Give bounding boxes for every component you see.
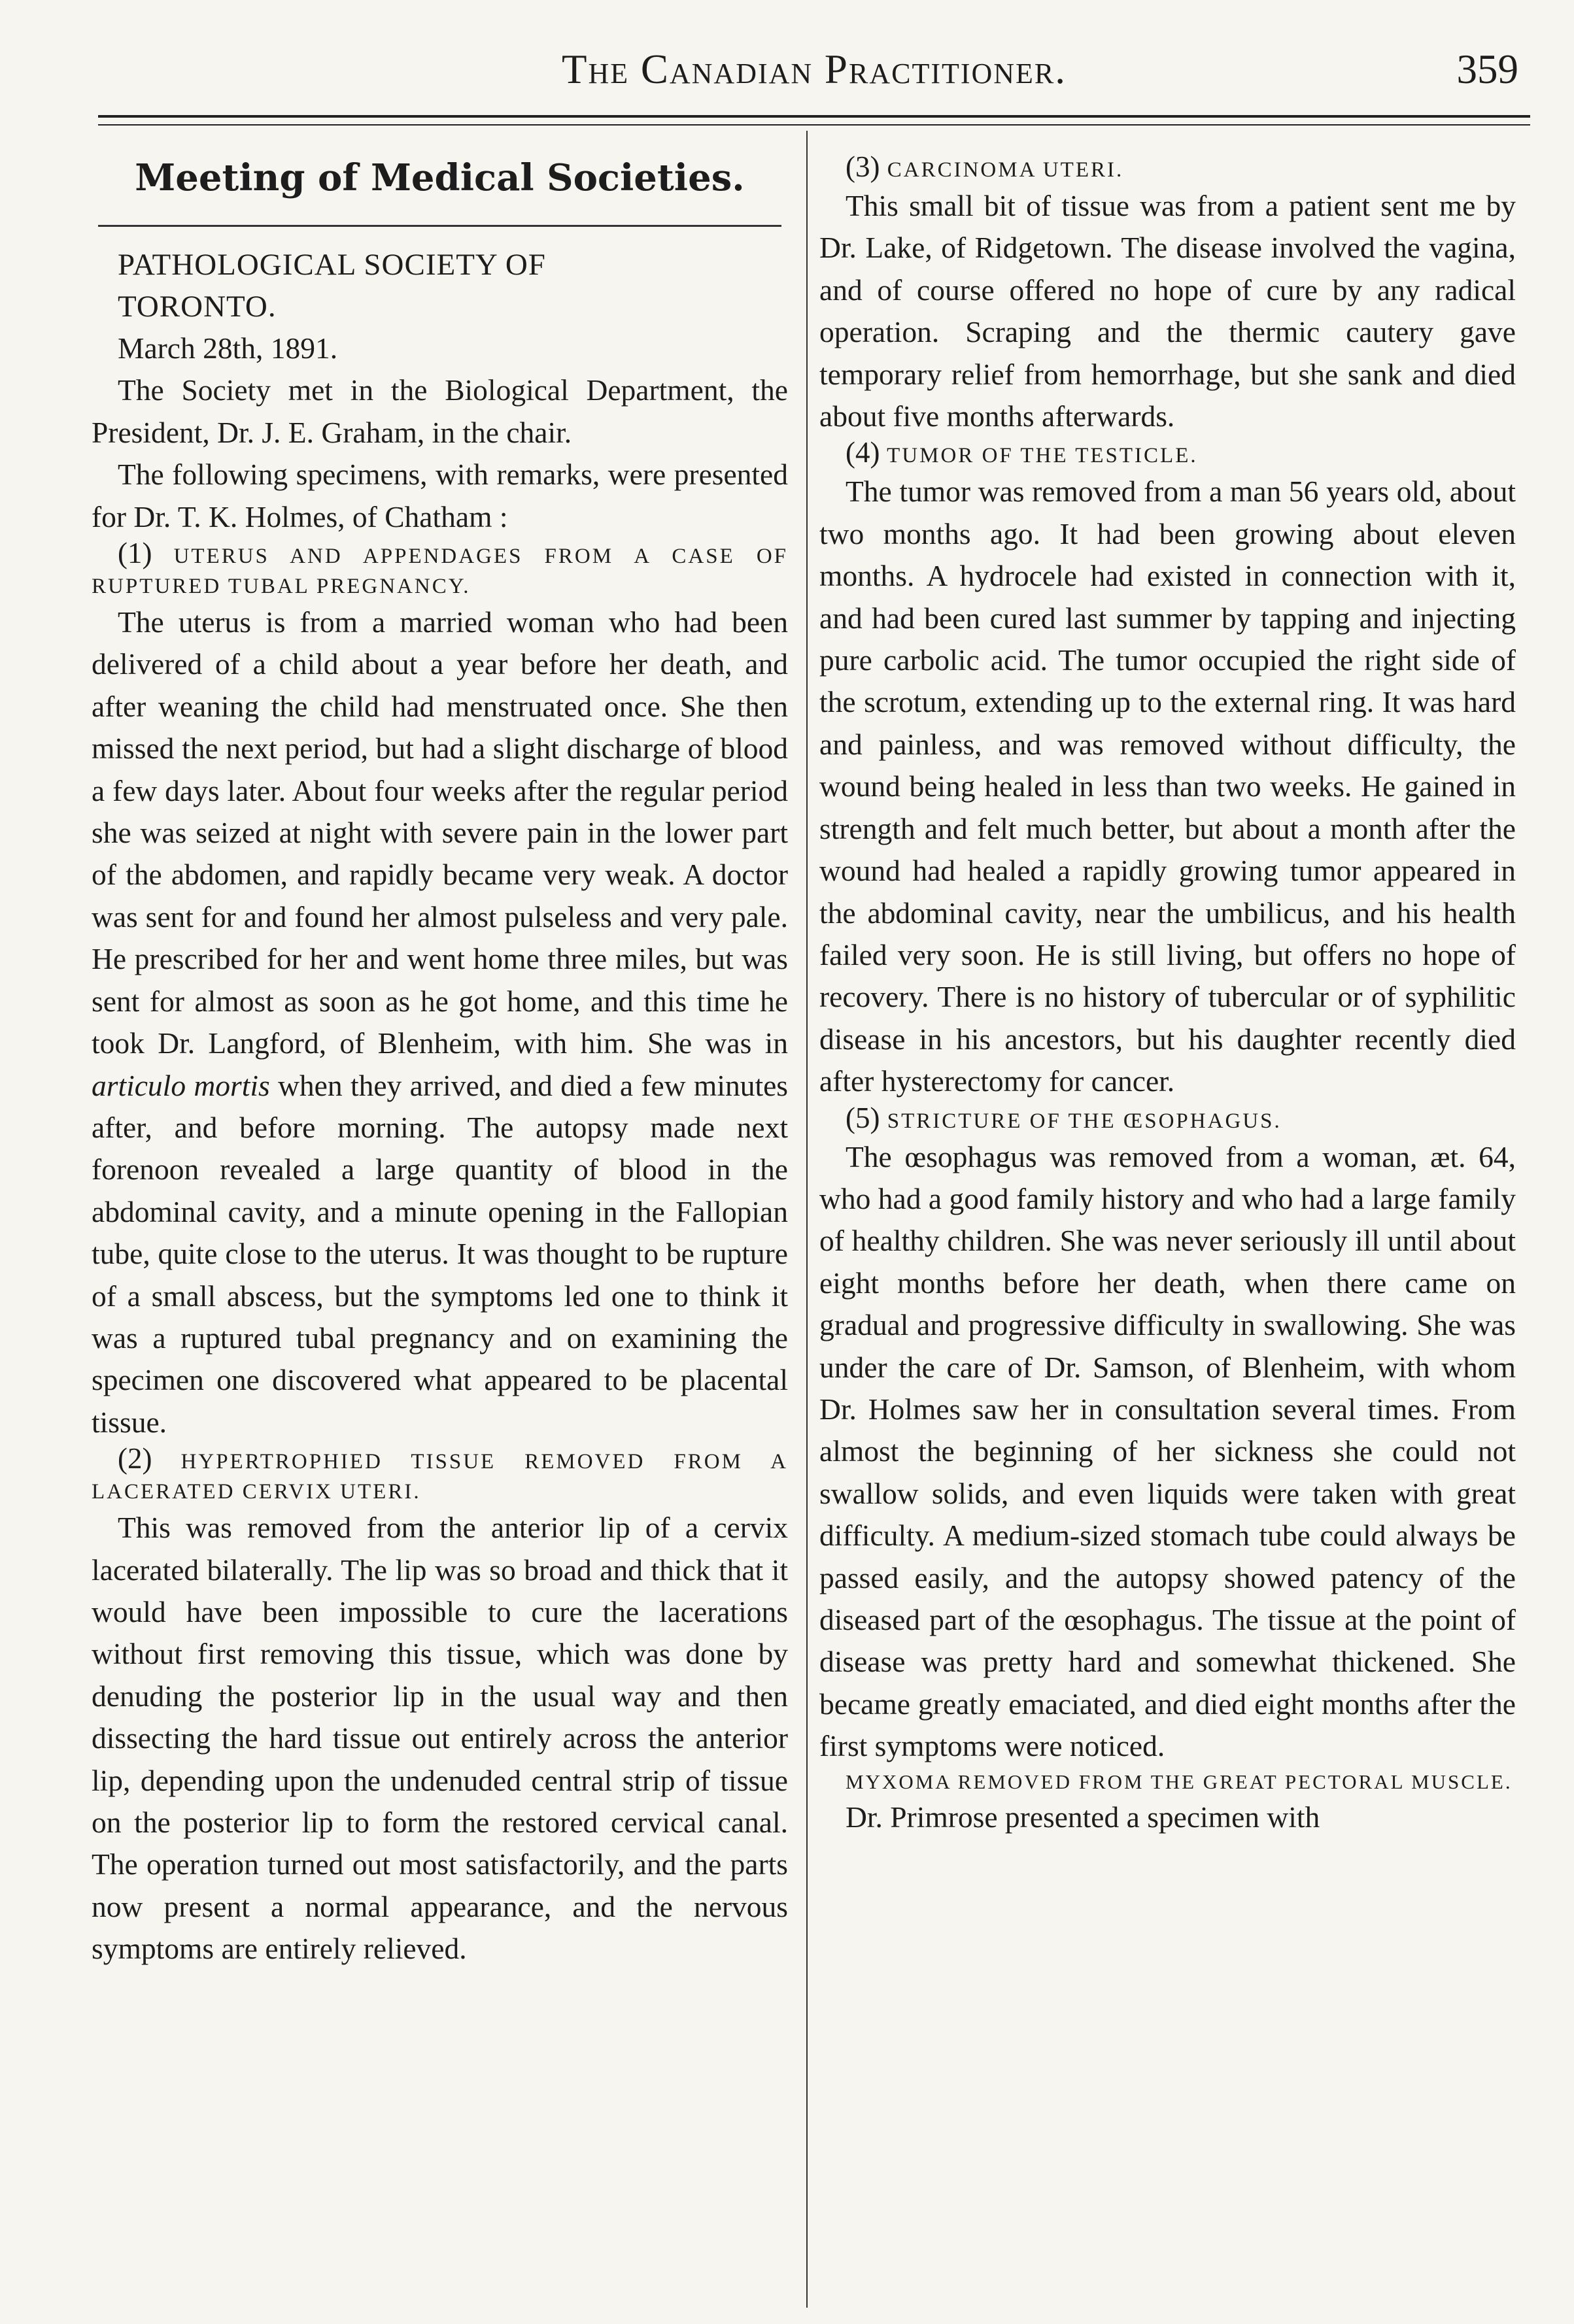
header-rule	[98, 115, 1530, 118]
case4-heading	[819, 437, 1516, 471]
intro-paragraph: The Society met in the Biological Department, the President, Dr. J. E. Graham, in the chair.	[92, 373, 788, 449]
case3-paragraph: This small bit of tissue was from a patient sent me by Dr. Lake, of Ridgetown. The disease involved the vagina, and of course offered no hope of cure by any radical operation. Scraping and the thermic cautery gave temporary relief from hemorrhage, but she sank and died about five months afterwards.	[819, 189, 1516, 433]
case1-paragraph	[92, 601, 788, 1443]
case3-heading	[819, 152, 1516, 185]
case6-heading: MYXOMA REMOVED FROM THE GREAT PECTORAL MUSCLE.	[846, 1770, 1513, 1793]
case1-text-b: when they arrived, and died a few minutes after, and before morning. The autopsy made next forenoon revealed a large quantity of blood in the abdominal cavity, and a minute opening in the Fallopian tube, quite close to the uterus. It was thought to be rupture of a small abscess, but the symptoms led one to think it was a ruptured tubal pregnancy and on examining the specimen one discovered what appeared to be placental tissue.	[92, 1068, 789, 1439]
case1-text-a: The uterus is from a married woman who had been delivered of a child about a year before her death, and after weaning the child had menstruated once. She then missed the next period, but had a slight discharge of blood a few days later. About four weeks after the regular period she was seized at night with severe pain in the lower part of the abdomen, and rapidly became very weak. A doctor was sent for and found her almost pulseless and very pale. He prescribed for her and went home three miles, but was sent for almost as soon as he got home, and this time he took Dr. Langford, of Blenheim, with him. She was in	[92, 605, 788, 1060]
title-rule	[98, 225, 781, 227]
section-title: Meeting of Medical Societies.	[135, 156, 745, 199]
case3-title: CARCINOMA UTERI.	[887, 158, 1124, 182]
case4-number: (4)	[846, 436, 880, 469]
case5-heading	[819, 1103, 1516, 1136]
society-name-line2: TORONTO.	[118, 290, 277, 324]
case5-paragraph: The œsophagus was removed from a woman, æt. 64, who had a good family history and who had a large family of healthy children. She was never seriously ill until about eight months before her death, when there came on gradual and progressive difficulty in swallowing. She was under the care of Dr. Samson, of Blenheim, with whom Dr. Holmes saw her in consultation several times. From almost the beginning of her sickness she could not swallow solids, and even liquids were taken with great difficulty. A medium-sized stomach tube could always be passed easily, and the autopsy showed patency of the diseased part of the œsophagus. The tissue at the point of disease was pretty hard and somewhat thickened. She became greatly emaciated, and died eight months after the first symptoms were noticed.	[819, 1139, 1516, 1763]
meeting-date: March 28th, 1891.	[118, 331, 338, 365]
case3-number: (3)	[846, 150, 880, 183]
page-number: 359	[1456, 46, 1518, 92]
case2-number: (2)	[118, 1442, 152, 1475]
case6-paragraph: Dr. Primrose presented a specimen with	[846, 1800, 1320, 1834]
case4-paragraph: The tumor was removed from a man 56 years old, about two months ago. It had been growing about eleven months. A hydrocele had existed in connection with it, and had been cured last summer by tapping and injecting pure carbolic acid. The tumor occupied the right side of the scrotum, extending up to the external ring. It was hard and painless, and was removed without difficulty, the wound being healed in less than two weeks. He gained in strength and felt much better, but about a month after the wound had healed a rapidly growing tumor appeared in the abdominal cavity, near the umbilicus, and his health failed very soon. He is still living, but offers no hope of recovery. There is no history of tubercular or of syphilitic disease in his ancestors, but his daughter recently died after hysterectomy for cancer.	[819, 475, 1516, 1098]
case5-number: (5)	[846, 1101, 880, 1134]
case1-italic-phrase: articulo mortis	[92, 1068, 270, 1102]
case2-paragraph: This was removed from the anterior lip of a cervix lacerated bilaterally. The lip was so broad and thick that it would have been impossible to cure the lacerations without first removing this tissue, which was done by denuding the posterior lip in the usual way and then dissecting the hard tissue out entirely across the anterior lip, depending upon the undenuded central strip of tissue on the posterior lip to form the restored cervical canal. The operation turned out most satisfactorily, and the parts now present a normal appearance, and the nervous symptoms are entirely relieved.	[92, 1511, 788, 1966]
case1-number: (1)	[118, 537, 152, 570]
case2-heading	[92, 1443, 788, 1507]
column-divider	[806, 131, 808, 2308]
case1-heading	[92, 538, 788, 601]
page-header	[98, 41, 1530, 112]
running-title: The Canadian Practitioner.	[561, 46, 1067, 92]
intro-paragraph-2: The following specimens, with remarks, were presented for Dr. T. K. Holmes, of Chatham :	[92, 458, 788, 533]
left-column	[92, 139, 788, 1970]
case4-title: TUMOR OF THE TESTICLE.	[887, 444, 1198, 468]
right-column	[819, 139, 1516, 1838]
header-rule-thin	[98, 124, 1530, 126]
society-name-line1: PATHOLOGICAL SOCIETY OF	[118, 248, 546, 282]
case5-title: STRICTURE OF THE ŒSOPHAGUS.	[887, 1109, 1282, 1133]
case1-title: UTERUS AND APPENDAGES FROM A CASE OF RUPTURED TUBAL PREGNANCY.	[92, 545, 788, 599]
case2-title: HYPERTROPHIED TISSUE REMOVED FROM A LACERATED CERVIX UTERI.	[92, 1450, 789, 1504]
